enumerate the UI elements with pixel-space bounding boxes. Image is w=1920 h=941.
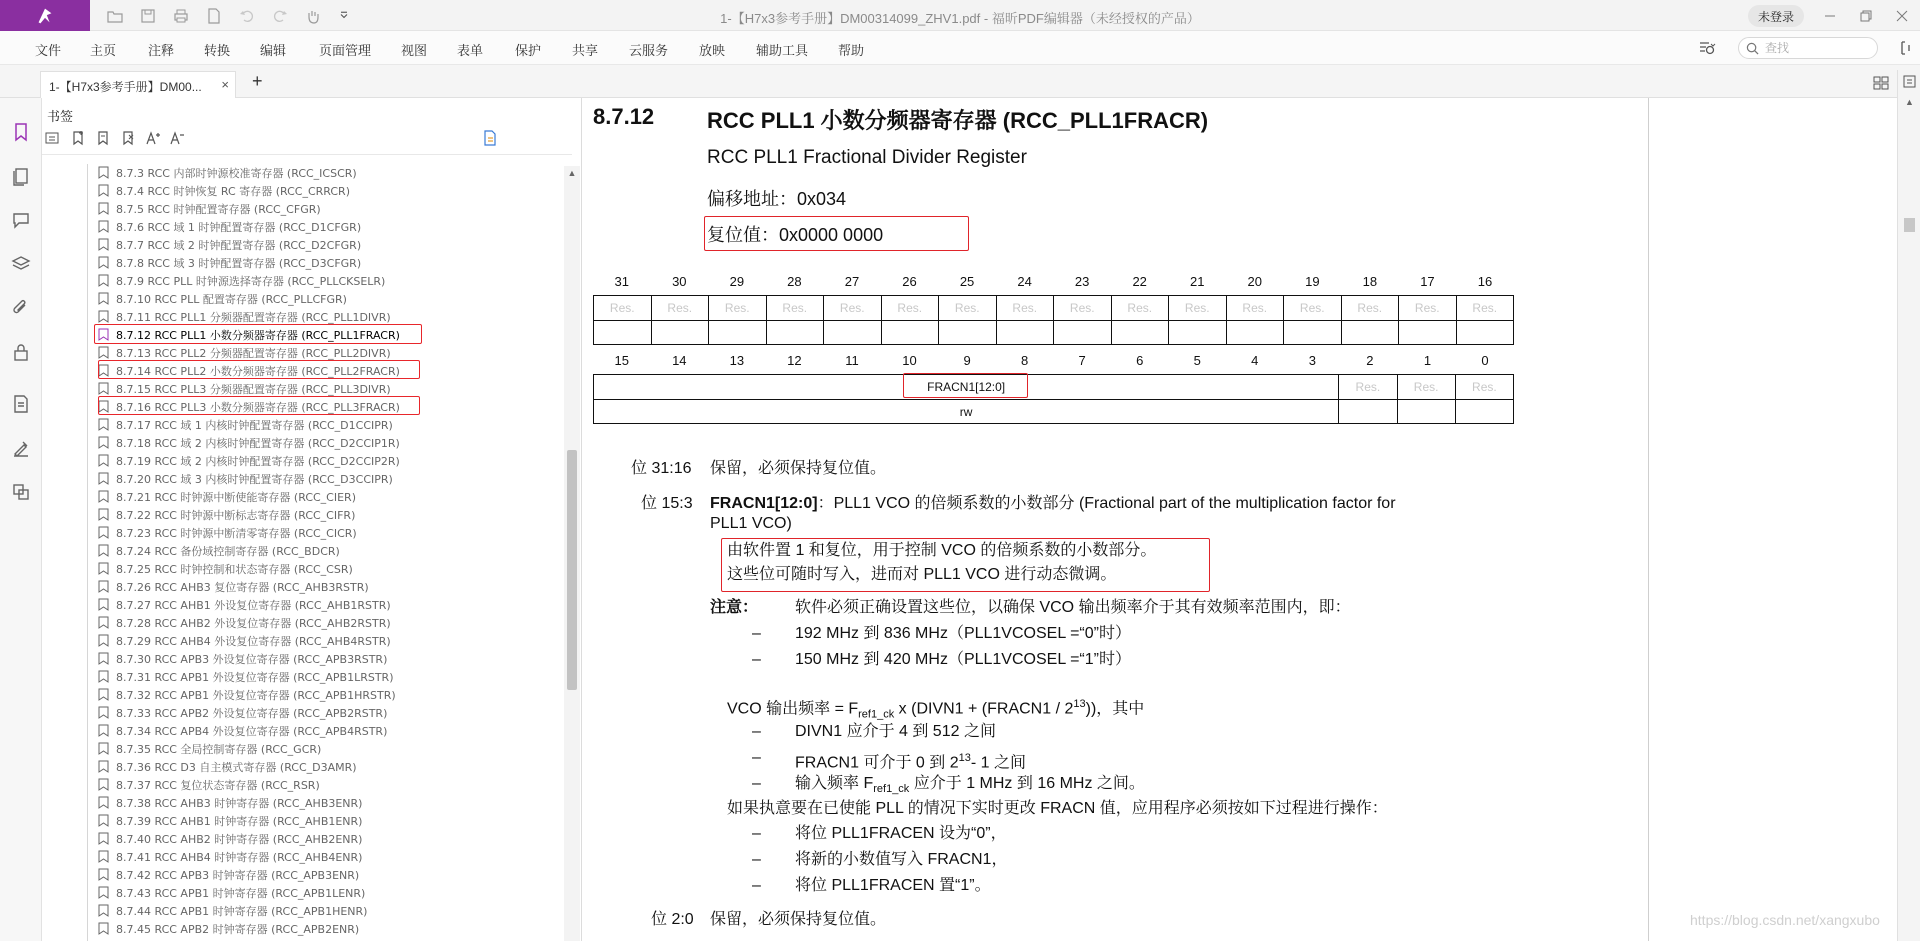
access-cell bbox=[1456, 400, 1513, 423]
vco-formula-part2: x (DIVN1 + (FRACN1 / 2 bbox=[894, 700, 1074, 718]
document-tab-label: 1-【H7x3参考手册】DM00... bbox=[49, 80, 202, 94]
list-dash: – bbox=[752, 749, 761, 766]
bookmark-item-label: 8.7.31 RCC APB1 外设复位寄存器 (RCC_APB1LRSTR) bbox=[116, 670, 394, 684]
save-icon[interactable] bbox=[137, 5, 159, 27]
section-number: 8.7.12 bbox=[593, 104, 655, 129]
bookmark-item[interactable] bbox=[98, 506, 498, 523]
sw-line-1: 由软件置 1 和复位，用于控制 VCO 的倍频系数的小数部分。 bbox=[727, 542, 1157, 559]
reserved-bit-cell: Res. bbox=[652, 296, 710, 320]
bookmark-item[interactable] bbox=[98, 794, 498, 811]
bookmark-item[interactable] bbox=[98, 290, 498, 307]
access-cell bbox=[767, 321, 825, 344]
bookmark-item[interactable] bbox=[98, 812, 498, 829]
print-icon[interactable] bbox=[170, 5, 192, 27]
reserved-bit-cell: Res. bbox=[1112, 296, 1170, 320]
bookmark-item[interactable] bbox=[98, 560, 498, 577]
reserved-bit-cell: Res. bbox=[594, 296, 652, 320]
bit15-3-desc: ：PLL1 VCO 的倍频系数的小数部分 (Fractional part of the multiplication factor for bbox=[817, 495, 1396, 512]
bookmark-options-icon[interactable] bbox=[42, 128, 62, 148]
input-freq-sub: ref1_ck bbox=[873, 783, 910, 796]
bit-number: 16 bbox=[1477, 274, 1493, 289]
bookmark-item[interactable] bbox=[98, 344, 498, 361]
comments-panel-icon[interactable] bbox=[9, 208, 33, 232]
procedure-step-1: 将位 PLL1FRACEN 设为“0”， bbox=[795, 825, 1007, 842]
bookmark-item[interactable] bbox=[98, 254, 498, 271]
bookmark-item-label: 8.7.10 RCC PLL 配置寄存器 (RCC_PLLCFGR) bbox=[116, 292, 347, 306]
reserved-bit-cell: Res. bbox=[1339, 375, 1397, 399]
bit31-16-label: 位 31:16 bbox=[631, 460, 692, 477]
menu-comment[interactable]: 注释 bbox=[148, 43, 175, 58]
bookmark-panel-title: 书签 bbox=[47, 109, 74, 124]
bit15-3-desc2: PLL1 VCO) bbox=[710, 515, 792, 532]
new-tab-button[interactable]: + bbox=[252, 71, 263, 91]
bit-number: 9 bbox=[963, 353, 971, 368]
content-panel-icon[interactable] bbox=[9, 392, 33, 416]
bookmark-item[interactable] bbox=[98, 200, 498, 217]
fracn-range-part1: FRACN1 可介于 0 到 2 bbox=[795, 754, 959, 772]
fracn-range bbox=[795, 748, 1026, 773]
bookmark-item-label: 8.7.45 RCC APB2 时钟寄存器 (RCC_APB2ENR) bbox=[116, 922, 360, 936]
hand-tool-icon[interactable] bbox=[302, 5, 324, 27]
search-icon bbox=[1746, 42, 1759, 55]
compare-panel-icon[interactable] bbox=[9, 480, 33, 504]
procedure-step-2: 将新的小数值写入 FRACN1， bbox=[795, 851, 1008, 868]
bit-number: 8 bbox=[1020, 353, 1029, 368]
bookmark-item-label: 8.7.27 RCC AHB1 外设复位寄存器 (RCC_AHB1RSTR) bbox=[116, 598, 391, 612]
bit-number: 31 bbox=[614, 274, 629, 289]
bookmark-item-label: 8.7.42 RCC APB3 时钟寄存器 (RCC_APB3ENR) bbox=[116, 868, 360, 882]
pages-panel-icon[interactable] bbox=[9, 164, 33, 188]
register-fields-row bbox=[594, 375, 1513, 399]
access-cell bbox=[594, 321, 652, 344]
bookmark-item-label: 8.7.39 RCC AHB1 时钟寄存器 (RCC_AHB1ENR) bbox=[116, 814, 363, 828]
bookmark-item-label: 8.7.35 RCC 全局控制寄存器 (RCC_GCR) bbox=[116, 742, 322, 756]
vco-formula bbox=[727, 694, 1144, 725]
menu-convert[interactable]: 转换 bbox=[204, 43, 231, 58]
register-access-row bbox=[594, 399, 1513, 423]
reserved-bit-cell: Res. bbox=[1227, 296, 1285, 320]
bookmark-toolbar-divider bbox=[42, 154, 572, 155]
document-tab[interactable] bbox=[40, 71, 236, 98]
minimize-icon[interactable] bbox=[1817, 4, 1843, 28]
reserved-bit-cell: Res. bbox=[1472, 380, 1497, 394]
new-document-icon[interactable] bbox=[203, 5, 225, 27]
bookmark-item-label: 8.7.29 RCC AHB4 外设复位寄存器 (RCC_AHB4RSTR) bbox=[116, 634, 391, 648]
bookmark-item[interactable] bbox=[98, 902, 498, 919]
bit-number: 19 bbox=[1305, 274, 1320, 289]
menu-slideshow[interactable]: 放映 bbox=[699, 43, 726, 58]
bookmark-item[interactable] bbox=[98, 218, 498, 235]
vertical-scrollbar[interactable] bbox=[1897, 70, 1920, 941]
vco-formula-part1: VCO 输出频率 = F bbox=[727, 700, 859, 718]
scroll-up-icon[interactable]: ▲ bbox=[567, 168, 577, 178]
menu-form[interactable]: 表单 bbox=[457, 43, 484, 58]
bookmark-item-label: 8.7.6 RCC 域 1 时钟配置寄存器 (RCC_D1CFGR) bbox=[116, 220, 362, 234]
freq-range-1: 192 MHz 到 836 MHz（PLL1VCOSEL =“0”时） bbox=[795, 625, 1131, 642]
bit2-0-desc: 保留，必须保持复位值。 bbox=[710, 911, 887, 928]
search-field[interactable] bbox=[1738, 37, 1878, 59]
access-cell bbox=[1339, 400, 1397, 423]
close-icon[interactable] bbox=[1889, 4, 1915, 28]
bookmark-panel bbox=[42, 98, 582, 941]
bit-number: 26 bbox=[902, 274, 917, 289]
find-options-icon[interactable] bbox=[1697, 38, 1717, 58]
bit-number: 7 bbox=[1078, 353, 1086, 368]
bookmark-item[interactable] bbox=[98, 704, 498, 721]
bit-number: 27 bbox=[844, 274, 860, 289]
vco-formula-sup: 13 bbox=[1073, 698, 1086, 710]
list-dash: – bbox=[752, 877, 761, 894]
bookmark-item[interactable] bbox=[98, 668, 498, 685]
decrease-font-icon[interactable] bbox=[167, 128, 187, 148]
input-freq-part2: 应介于 1 MHz 到 16 MHz 之间。 bbox=[909, 775, 1145, 792]
list-dash: – bbox=[752, 625, 761, 642]
access-cell bbox=[882, 321, 940, 344]
bookmark-item-label: 8.7.26 RCC AHB3 复位寄存器 (RCC_AHB3RSTR) bbox=[116, 580, 369, 594]
bookmark-item-label: 8.7.37 RCC 复位状态寄存器 (RCC_RSR) bbox=[116, 778, 320, 792]
bit-number: 15 bbox=[614, 353, 629, 368]
close-tab-icon[interactable]: × bbox=[221, 77, 229, 92]
bookmark-item-label: 8.7.40 RCC AHB2 时钟寄存器 (RCC_AHB2ENR) bbox=[116, 832, 363, 846]
reserved-bit-cell: Res. bbox=[709, 296, 767, 320]
access-cell bbox=[1112, 321, 1170, 344]
increase-font-icon[interactable] bbox=[143, 128, 163, 148]
list-dash: – bbox=[752, 651, 761, 668]
input-freq-part1: 输入频率 F bbox=[795, 775, 874, 792]
menu-edit[interactable]: 编辑 bbox=[260, 43, 287, 58]
delete-bookmark-icon[interactable] bbox=[118, 128, 138, 148]
menu-home[interactable]: 主页 bbox=[90, 43, 117, 58]
access-cell bbox=[824, 321, 882, 344]
bit31-16-desc: 保留，必须保持复位值。 bbox=[710, 460, 887, 477]
reserved-bit-cell: Res. bbox=[882, 296, 940, 320]
divn-range: DIVN1 应介于 4 到 512 之间 bbox=[795, 723, 996, 740]
bookmark-item-label: 8.7.43 RCC APB1 时钟寄存器 (RCC_APB1LENR) bbox=[116, 886, 366, 900]
bit-number: 21 bbox=[1190, 274, 1205, 289]
bookmark-item[interactable] bbox=[98, 272, 498, 289]
fracn1-access-cell: rw bbox=[594, 400, 1339, 423]
bit-number: 3 bbox=[1308, 353, 1316, 368]
menu-bar bbox=[0, 31, 1920, 65]
bit-number: 14 bbox=[672, 353, 687, 368]
bookmark-item-label: 8.7.12 RCC PLL1 小数分频器寄存器 (RCC_PLL1FRACR) bbox=[116, 328, 400, 342]
watermark: https://blog.csdn.net/xangxubo bbox=[1690, 912, 1880, 928]
access-cell bbox=[1054, 321, 1112, 344]
freq-range-2: 150 MHz 到 420 MHz（PLL1VCOSEL =“1”时） bbox=[795, 651, 1131, 668]
security-panel-icon[interactable] bbox=[9, 340, 33, 364]
reserved-bit-cell: Res. bbox=[1054, 296, 1112, 320]
access-cell bbox=[1169, 321, 1227, 344]
access-cell bbox=[1457, 321, 1514, 344]
reserved-bit-cell: Res. bbox=[997, 296, 1055, 320]
note-text: 软件必须正确设置这些位，以确保 VCO 输出频率介于其有效频率范围内，即： bbox=[795, 599, 1351, 616]
bookmark-item[interactable] bbox=[98, 596, 498, 613]
bit-number: 2 bbox=[1366, 353, 1374, 368]
bookmark-item-label: 8.7.9 RCC PLL 时钟源选择寄存器 (RCC_PLLCKSELR) bbox=[116, 274, 386, 288]
page-gutter bbox=[1649, 98, 1897, 941]
restore-icon[interactable] bbox=[1853, 4, 1879, 28]
access-cell bbox=[709, 321, 767, 344]
bit-number-row-low bbox=[593, 353, 1514, 368]
fracn1-field-cell: FRACN1[12:0] bbox=[594, 375, 1339, 399]
access-cell bbox=[1399, 321, 1457, 344]
runtime-change-text: 如果执意要在已使能 PLL 的情况下实时更改 FRACN 值，应用程序必须按如下过程进行操作： bbox=[727, 800, 1388, 817]
bookmark-item-label: 8.7.19 RCC 域 2 内核时钟配置寄存器 (RCC_D2CCIP2R) bbox=[116, 454, 400, 468]
reserved-bit-cell: Res. bbox=[824, 296, 882, 320]
register-grid-high bbox=[593, 295, 1514, 345]
bookmark-item-label: 8.7.28 RCC AHB2 外设复位寄存器 (RCC_AHB2RSTR) bbox=[116, 616, 391, 630]
bookmark-item-label: 8.7.11 RCC PLL1 分频器配置寄存器 (RCC_PLL1DIVR) bbox=[116, 310, 391, 324]
bit-number: 12 bbox=[787, 353, 802, 368]
bookmark-item-label: 8.7.38 RCC AHB3 时钟寄存器 (RCC_AHB3ENR) bbox=[116, 796, 363, 810]
bookmark-item-label: 8.7.44 RCC APB1 时钟寄存器 (RCC_APB1HENR) bbox=[116, 904, 368, 918]
bookmark-list bbox=[42, 164, 564, 941]
bit-number: 30 bbox=[672, 274, 687, 289]
bookmark-item[interactable] bbox=[98, 686, 498, 703]
access-cell bbox=[997, 321, 1055, 344]
document-scrollbar-thumb[interactable] bbox=[1904, 218, 1915, 232]
access-cell bbox=[1227, 321, 1285, 344]
bookmark-item[interactable] bbox=[98, 416, 498, 433]
access-cell bbox=[1398, 400, 1456, 423]
login-button[interactable]: 未登录 bbox=[1748, 5, 1804, 27]
bit2-0-label: 位 2:0 bbox=[651, 911, 694, 928]
access-cell bbox=[1284, 321, 1342, 344]
menu-protect[interactable]: 保护 bbox=[515, 43, 542, 58]
bookmark-item-selected[interactable] bbox=[98, 326, 498, 343]
bookmark-panel-icon[interactable] bbox=[9, 120, 33, 144]
document-tab-bar bbox=[0, 65, 1920, 98]
bookmark-item-label: 8.7.20 RCC 域 3 内核时钟配置寄存器 (RCC_D3CCIPR) bbox=[116, 472, 393, 486]
expand-current-bookmark-icon[interactable] bbox=[480, 128, 500, 148]
bit-number: 0 bbox=[1481, 353, 1489, 368]
attachments-panel-icon[interactable] bbox=[9, 296, 33, 320]
bookmark-item[interactable] bbox=[98, 452, 498, 469]
bookmark-item[interactable] bbox=[98, 380, 498, 397]
bit-number: 18 bbox=[1362, 274, 1378, 289]
bookmark-item[interactable] bbox=[98, 470, 498, 487]
bookmark-item[interactable] bbox=[98, 398, 498, 415]
reserved-bit-cell: Res. bbox=[1472, 301, 1498, 315]
bookmark-item-label: 8.7.36 RCC D3 自主模式寄存器 (RCC_D3AMR) bbox=[116, 760, 357, 774]
bookmark-item-label: 8.7.23 RCC 时钟源中断清零寄存器 (RCC_CICR) bbox=[116, 526, 357, 540]
bookmark-item-label: 8.7.17 RCC 域 1 内核时钟配置寄存器 (RCC_D1CCIPR) bbox=[116, 418, 393, 432]
bookmark-toolbar bbox=[42, 126, 582, 150]
bit-number: 23 bbox=[1074, 274, 1090, 289]
bit-number: 11 bbox=[845, 353, 859, 368]
vco-formula-part3: ))，其中 bbox=[1085, 700, 1145, 718]
register-fields-row bbox=[594, 296, 1513, 320]
grid-view-icon[interactable] bbox=[1872, 74, 1890, 92]
reserved-bit-cell: Res. bbox=[1398, 375, 1456, 399]
bookmark-item[interactable] bbox=[98, 362, 498, 379]
bookmark-item-label: 8.7.34 RCC APB4 外设复位寄存器 (RCC_APB4RSTR) bbox=[116, 724, 388, 738]
reserved-bit-cell: Res. bbox=[939, 296, 997, 320]
signature-panel-icon[interactable] bbox=[9, 436, 33, 460]
bookmark-item-label: 8.7.15 RCC PLL3 分频器配置寄存器 (RCC_PLL3DIVR) bbox=[116, 382, 391, 396]
bookmark-item[interactable] bbox=[98, 632, 498, 649]
menu-cloud[interactable]: 云服务 bbox=[629, 43, 669, 58]
reset-value: 复位值：0x0000 0000 bbox=[707, 225, 884, 245]
bookmark-item-label: 8.7.8 RCC 域 3 时钟配置寄存器 (RCC_D3CFGR) bbox=[116, 256, 362, 270]
bookmark-item[interactable] bbox=[98, 758, 498, 775]
vco-formula-sub: ref1_ck bbox=[858, 708, 895, 721]
bookmark-item-label: 8.7.22 RCC 时钟源中断标志寄存器 (RCC_CIFR) bbox=[116, 508, 356, 522]
bit-number: 22 bbox=[1132, 274, 1147, 289]
page-thumbnail-toggle-icon[interactable] bbox=[1902, 74, 1917, 89]
menu-accessibility[interactable]: 辅助工具 bbox=[756, 43, 809, 58]
bit-number: 6 bbox=[1136, 353, 1144, 368]
bookmark-item[interactable] bbox=[98, 650, 498, 667]
bit-number: 17 bbox=[1420, 274, 1435, 289]
register-grid-low bbox=[593, 374, 1514, 424]
reserved-bit-cell: Res. bbox=[767, 296, 825, 320]
reserved-bit-cell: Res. bbox=[1399, 296, 1457, 320]
access-cell bbox=[939, 321, 997, 344]
undo-icon[interactable] bbox=[236, 5, 258, 27]
bookmark-item[interactable] bbox=[98, 434, 498, 451]
bookmark-item[interactable] bbox=[98, 866, 498, 883]
bookmark-item[interactable] bbox=[98, 722, 498, 739]
foxit-logo-icon[interactable] bbox=[0, 0, 90, 31]
bookmark-item-label: 8.7.16 RCC PLL3 小数分频器寄存器 (RCC_PLL3FRACR) bbox=[116, 400, 400, 414]
bookmark-item[interactable] bbox=[98, 578, 498, 595]
procedure-step-3: 将位 PLL1FRACEN 置“1”。 bbox=[795, 877, 991, 894]
bookmark-scrollbar[interactable] bbox=[564, 166, 580, 941]
menu-help[interactable]: 帮助 bbox=[838, 43, 865, 58]
bookmark-item[interactable] bbox=[98, 488, 498, 505]
input-freq-range bbox=[795, 774, 1145, 799]
bit-number: 24 bbox=[1017, 274, 1032, 289]
bit-number: 5 bbox=[1193, 353, 1201, 368]
fracn-range-sup: 13 bbox=[958, 752, 971, 764]
section-subtitle: RCC PLL1 Fractional Divider Register bbox=[707, 147, 1027, 168]
bookmark-item[interactable] bbox=[98, 740, 498, 757]
list-dash: – bbox=[752, 775, 761, 792]
open-file-icon[interactable] bbox=[104, 5, 126, 27]
bit15-3-field-name: FRACN1[12:0] bbox=[710, 495, 818, 512]
bookmark-item[interactable] bbox=[98, 164, 498, 181]
bookmark-item-label: 8.7.24 RCC 备份域控制寄存器 (RCC_BDCR) bbox=[116, 544, 340, 558]
bookmark-item[interactable] bbox=[98, 830, 498, 847]
bookmark-item[interactable] bbox=[98, 542, 498, 559]
bit-number: 10 bbox=[902, 353, 917, 368]
bookmark-item-label: 8.7.7 RCC 域 2 时钟配置寄存器 (RCC_D2CFGR) bbox=[116, 238, 362, 252]
bit-number: 25 bbox=[959, 274, 975, 289]
bookmark-item-label: 8.7.21 RCC 时钟源中断使能寄存器 (RCC_CIER) bbox=[116, 490, 356, 504]
bookmark-item-label: 8.7.13 RCC PLL2 分频器配置寄存器 (RCC_PLL2DIVR) bbox=[116, 346, 391, 360]
bit-number-row-high bbox=[593, 274, 1514, 289]
menu-file[interactable]: 文件 bbox=[35, 43, 62, 58]
bookmark-item[interactable] bbox=[98, 308, 498, 325]
list-dash: – bbox=[752, 825, 761, 842]
bit15-3-label: 位 15:3 bbox=[641, 495, 693, 512]
bookmark-item[interactable] bbox=[98, 524, 498, 541]
bookmark-item-label: 8.7.14 RCC PLL2 小数分频器寄存器 (RCC_PLL2FRACR) bbox=[116, 364, 400, 378]
list-dash: – bbox=[752, 851, 761, 868]
left-panel-rail bbox=[0, 98, 42, 941]
reserved-bit-cell: Res. bbox=[1169, 296, 1227, 320]
bookmark-item[interactable] bbox=[98, 848, 498, 865]
bookmark-item-label: 8.7.5 RCC 时钟配置寄存器 (RCC_CFGR) bbox=[116, 202, 321, 216]
bit-number: 28 bbox=[787, 274, 802, 289]
collapse-ribbon-icon[interactable] bbox=[1896, 38, 1916, 58]
bookmark-item[interactable] bbox=[98, 884, 498, 901]
bookmark-scrollbar-thumb[interactable] bbox=[567, 450, 577, 690]
bookmark-item-label: 8.7.18 RCC 域 2 内核时钟配置寄存器 (RCC_D2CCIP1R) bbox=[116, 436, 400, 450]
access-cell bbox=[652, 321, 710, 344]
redo-icon[interactable] bbox=[269, 5, 291, 27]
bit15-3-line1 bbox=[710, 494, 1396, 514]
bookmark-item-label: 8.7.4 RCC 时钟恢复 RC 寄存器 (RCC_CRRCR) bbox=[116, 184, 350, 198]
bookmark-tree-guide bbox=[87, 164, 88, 941]
access-cell bbox=[1342, 321, 1400, 344]
bit-number: 1 bbox=[1423, 353, 1432, 368]
bookmark-item[interactable] bbox=[98, 776, 498, 793]
bookmark-item-label: 8.7.32 RCC APB1 外设复位寄存器 (RCC_APB1HRSTR) bbox=[116, 688, 396, 702]
bookmark-item-label: 8.7.3 RCC 内部时钟源校准寄存器 (RCC_ICSCR) bbox=[116, 166, 357, 180]
search-input[interactable] bbox=[1765, 40, 1871, 56]
bookmark-item-label: 8.7.30 RCC APB3 外设复位寄存器 (RCC_APB3RSTR) bbox=[116, 652, 388, 666]
bookmark-item[interactable] bbox=[98, 614, 498, 631]
note-label: 注意： bbox=[710, 599, 759, 616]
menu-share[interactable]: 共享 bbox=[572, 43, 599, 58]
reserved-bit-cell: Res. bbox=[1342, 296, 1400, 320]
bookmark-item[interactable] bbox=[98, 182, 498, 199]
add-child-bookmark-icon[interactable] bbox=[93, 128, 113, 148]
bit-number: 20 bbox=[1247, 274, 1263, 289]
add-bookmark-icon[interactable] bbox=[68, 128, 88, 148]
bookmark-item-label: 8.7.25 RCC 时钟控制和状态寄存器 (RCC_CSR) bbox=[116, 562, 353, 576]
layers-panel-icon[interactable] bbox=[9, 252, 33, 276]
bookmark-item-label: 8.7.41 RCC AHB4 时钟寄存器 (RCC_AHB4ENR) bbox=[116, 850, 363, 864]
window-title: 1-【H7x3参考手册】DM00314099_ZHV1.pdf - 福昕PDF编辑器（未经授权的产品） bbox=[720, 11, 1200, 26]
scroll-up-icon[interactable]: ▲ bbox=[1905, 97, 1914, 107]
menu-view[interactable]: 视图 bbox=[401, 43, 428, 58]
title-bar bbox=[0, 0, 1920, 31]
register-access-row bbox=[594, 320, 1513, 344]
menu-page-management[interactable]: 页面管理 bbox=[319, 43, 372, 58]
section-title: RCC PLL1 小数分频器寄存器 (RCC_PLL1FRACR) bbox=[707, 108, 1209, 133]
sw-line-2: 这些位可随时写入，进而对 PLL1 VCO 进行动态微调。 bbox=[727, 566, 1117, 583]
list-dash: – bbox=[752, 723, 761, 740]
bit-number: 13 bbox=[729, 353, 745, 368]
bookmark-item-label: 8.7.33 RCC APB2 外设复位寄存器 (RCC_APB2RSTR) bbox=[116, 706, 388, 720]
bit-number: 29 bbox=[729, 274, 745, 289]
bookmark-item[interactable] bbox=[98, 236, 498, 253]
quick-access-dropdown-icon[interactable] bbox=[338, 5, 350, 27]
bit-number: 4 bbox=[1251, 353, 1259, 368]
fracn-range-part2: - 1 之间 bbox=[970, 754, 1026, 772]
offset-address: 偏移地址：0x034 bbox=[707, 189, 847, 209]
reserved-bit-cell: Res. bbox=[1284, 296, 1342, 320]
bookmark-item[interactable] bbox=[98, 920, 498, 937]
